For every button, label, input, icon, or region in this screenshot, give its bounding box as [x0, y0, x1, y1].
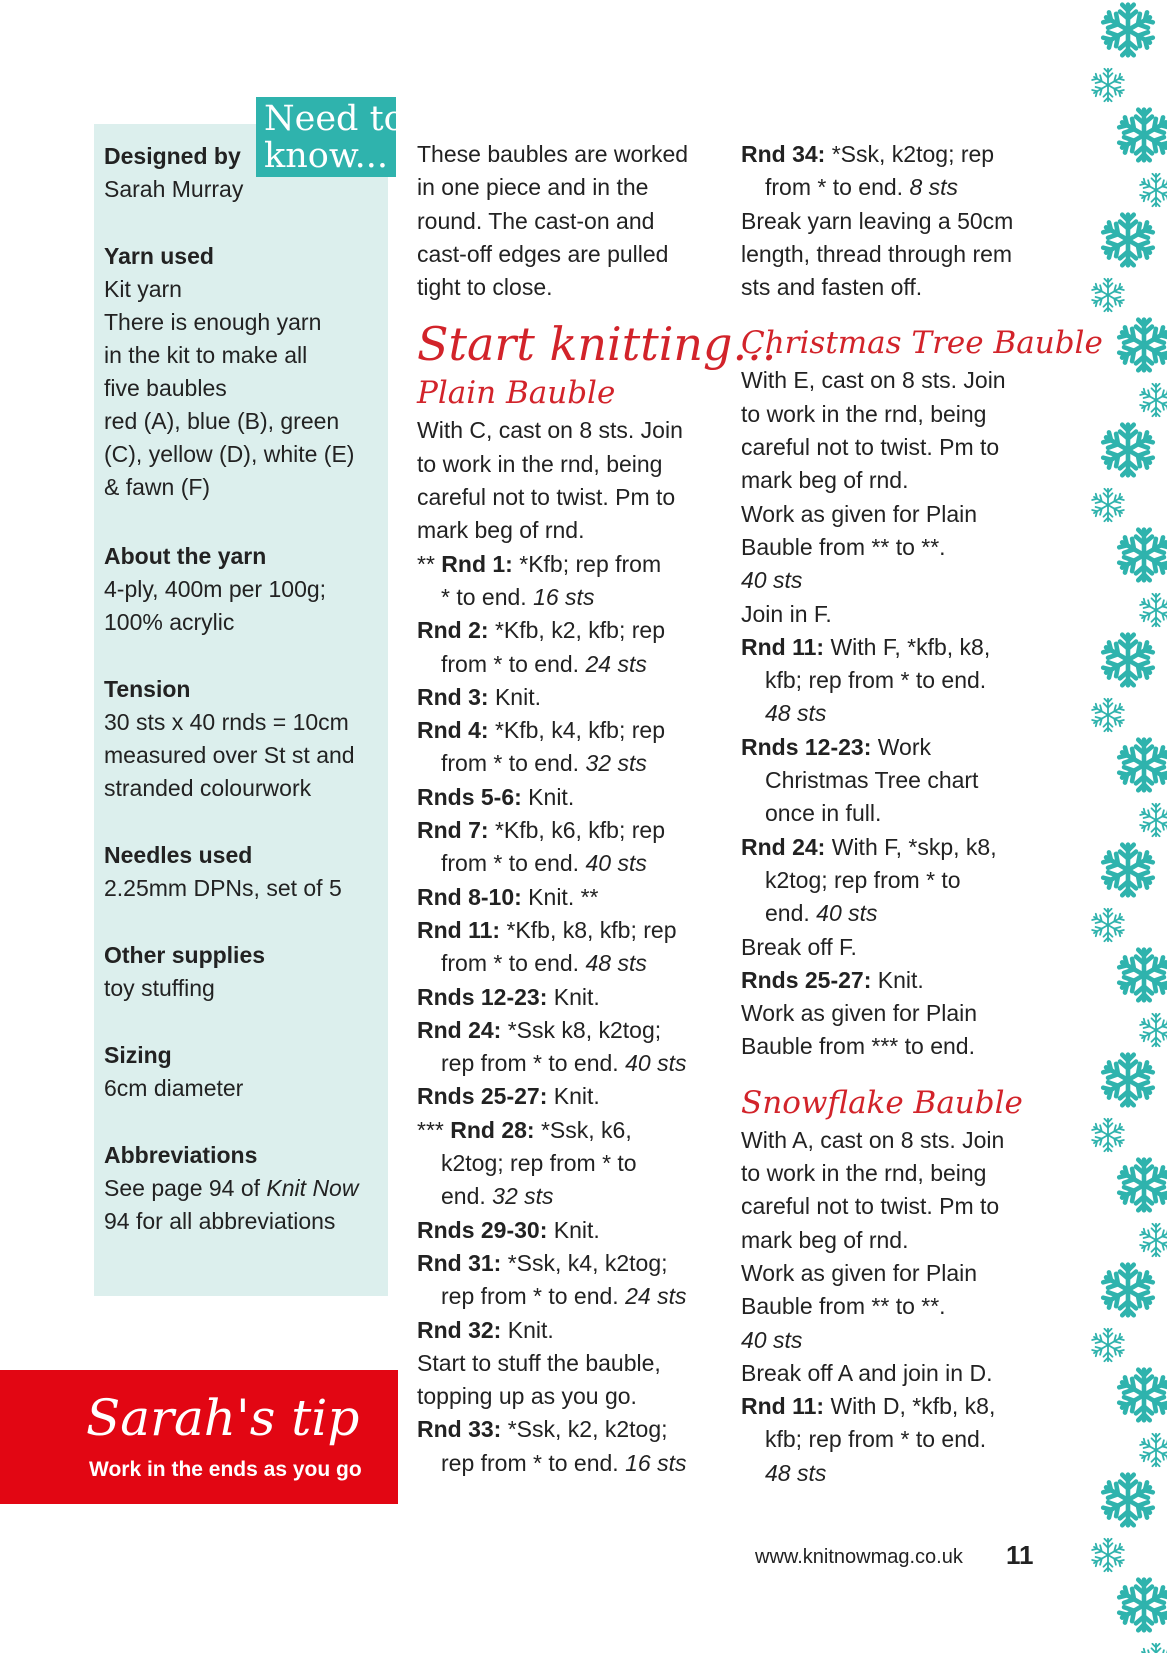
instruction-line	[741, 564, 1041, 597]
line-text: *Ssk k8, k2tog;	[501, 1016, 662, 1043]
instruction-line	[741, 1357, 1041, 1390]
instruction-line	[741, 1324, 1041, 1357]
designed-by-section	[104, 140, 243, 206]
line-text: Knit.	[547, 1083, 600, 1110]
snowflake-icon	[1092, 69, 1125, 101]
section-line: toy stuffing	[104, 975, 215, 1001]
plain-bauble-finish	[741, 138, 1041, 304]
line-text: Knit.	[488, 683, 541, 710]
section-line: 94 for all abbreviations	[104, 1208, 336, 1234]
line-text: length, thread through rem	[741, 240, 1013, 267]
instruction-line	[417, 1014, 717, 1047]
instruction-line	[741, 531, 1041, 564]
line-text: Knit.	[547, 983, 600, 1010]
snowflake-icon	[1092, 1119, 1125, 1151]
line-text: to work in the rnd, being	[741, 400, 987, 427]
round-label: Rnd 1:	[441, 550, 513, 577]
line-text: Start to stuff the bauble,	[417, 1349, 661, 1376]
instruction-line	[741, 1124, 1041, 1157]
line-text: *Kfb, k2, kfb; rep	[488, 617, 665, 644]
plain-bauble-heading: Plain Bauble	[417, 375, 616, 412]
section-line: Kit yarn	[104, 276, 182, 302]
instruction-line	[741, 1157, 1041, 1190]
snowflake-icon	[1102, 845, 1154, 896]
instruction-line	[741, 1030, 1041, 1063]
section-heading: Designed by	[104, 143, 241, 169]
stitch-count: 16 sts	[625, 1449, 687, 1476]
pattern-column-2	[741, 138, 1103, 1490]
snowflake-border	[1086, 0, 1167, 1653]
line-text: from * to end.	[441, 750, 586, 777]
instruction-line	[417, 414, 717, 447]
line-text: topping up as you go.	[417, 1383, 637, 1410]
instruction-line	[741, 1290, 1041, 1323]
instruction-line	[417, 781, 717, 814]
instruction-line	[417, 1247, 717, 1280]
instruction-line	[741, 1257, 1041, 1290]
line-text: *Kfb; rep from	[512, 550, 662, 577]
line-text: Join in F.	[741, 600, 832, 627]
snowflake-icon	[1140, 1014, 1167, 1046]
instruction-line	[417, 1214, 717, 1247]
line-text: Work as given for Plain	[741, 1259, 978, 1286]
abbrev-text: See page 94 of	[104, 1175, 261, 1201]
snowflake-icon	[1102, 635, 1154, 686]
instruction-line	[417, 1347, 717, 1380]
line-text: Bauble from ** to **.	[741, 533, 946, 560]
stitch-count: 24 sts	[625, 1283, 687, 1310]
snowflake-icon	[1118, 110, 1167, 161]
snowflake-icon	[1118, 320, 1167, 371]
instruction-line	[741, 431, 1041, 464]
line-text: to work in the rnd, being	[417, 450, 663, 477]
stitch-count: 40 sts	[585, 850, 647, 877]
instruction-line	[741, 598, 1041, 631]
need-to-know-tag	[256, 97, 405, 177]
instruction-line	[741, 764, 1041, 797]
round-label: Rnds 29-30:	[417, 1216, 548, 1243]
instruction-line	[417, 1314, 717, 1347]
instruction-line	[741, 797, 1041, 830]
line-text: Break off A and join in D.	[741, 1359, 993, 1386]
instruction-line	[741, 138, 1041, 171]
tip-title: Sarah's tip	[86, 1389, 360, 1447]
stitch-count: 32 sts	[492, 1183, 554, 1210]
section-line: stranded colourwork	[104, 775, 312, 801]
round-label: Rnd 3:	[417, 683, 489, 710]
section-heading: Sizing	[104, 1042, 172, 1068]
stitch-count: 32 sts	[585, 750, 647, 777]
instruction-line	[417, 481, 717, 514]
instruction-line	[741, 997, 1041, 1030]
round-label: Rnds 25-27:	[741, 966, 872, 993]
need-tag-line-1: Need to	[264, 99, 405, 139]
instruction-line	[417, 1180, 717, 1213]
line-text: With D, *kfb, k8,	[824, 1393, 996, 1420]
line-text: careful not to twist. Pm to	[741, 1193, 1000, 1220]
line-text: Knit.	[521, 783, 575, 810]
line-text: Knit.	[501, 1316, 554, 1343]
line-text: from * to end.	[441, 850, 586, 877]
instruction-line	[417, 614, 717, 647]
instruction-line	[741, 364, 1041, 397]
section-line: measured over St st and	[104, 742, 355, 768]
tension-section	[104, 673, 355, 805]
stitch-count: 16 sts	[533, 583, 595, 610]
other-supplies-section	[104, 939, 265, 1005]
instruction-line	[741, 1457, 1041, 1490]
round-label: Rnd 31:	[417, 1249, 502, 1276]
line-text: Work as given for Plain	[741, 1000, 978, 1027]
section-line: 2.25mm DPNs, set of 5	[104, 875, 342, 901]
round-label: Rnd 11:	[417, 916, 501, 943]
intro-line: cast-off edges are pulled	[417, 240, 669, 267]
snowflake-icon	[1118, 530, 1167, 581]
instruction-line	[741, 931, 1041, 964]
page-number: 11	[1006, 1540, 1034, 1570]
instruction-line	[417, 1114, 717, 1147]
snowflake-icon	[1118, 740, 1167, 791]
line-text: from * to end.	[441, 650, 586, 677]
round-label: Rnd 11:	[741, 633, 825, 660]
pattern-column-1	[417, 138, 777, 1480]
instruction-line	[417, 448, 717, 481]
section-line: red (A), blue (B), green	[104, 408, 340, 434]
section-line: in the kit to make all	[104, 342, 308, 368]
line-text: from * to end.	[765, 174, 910, 201]
snowflake-icon	[1140, 804, 1167, 836]
line-text: *Ssk, k2, k2tog;	[501, 1416, 668, 1443]
line-text: * to end.	[441, 583, 534, 610]
stitch-count: 48 sts	[765, 1459, 827, 1486]
line-text: Knit.	[871, 966, 924, 993]
line-text: *Ssk, k2tog; rep	[825, 141, 995, 167]
line-text: With C, cast on 8 sts. Join	[417, 417, 683, 444]
instruction-line	[417, 648, 717, 681]
line-text: kfb; rep from * to end.	[765, 667, 987, 694]
round-label: Rnds 25-27:	[417, 1083, 548, 1110]
about-yarn-section	[104, 540, 326, 639]
round-label: Rnd 24:	[417, 1016, 502, 1043]
instruction-line	[741, 238, 1041, 271]
section-line: 4-ply, 400m per 100g;	[104, 576, 327, 602]
intro-line: These baubles are worked	[417, 141, 689, 167]
section-line: Sarah Murray	[104, 176, 244, 202]
line-prefix: **	[417, 550, 442, 577]
stitch-count: 8 sts	[909, 174, 959, 201]
section-line: 6cm diameter	[104, 1075, 244, 1101]
line-text: mark beg of rnd.	[417, 517, 585, 544]
yarn-used-section	[104, 240, 354, 504]
section-line: 100% acrylic	[104, 609, 235, 635]
stitch-count: 48 sts	[765, 700, 827, 727]
instruction-line	[741, 631, 1041, 664]
round-label: Rnd 33:	[417, 1416, 502, 1443]
instruction-line	[417, 681, 717, 714]
christmas-tree-instructions	[741, 364, 1041, 1063]
instruction-line	[417, 847, 717, 880]
magazine-name: Knit Now	[266, 1175, 359, 1201]
snowflake-icon	[1102, 215, 1154, 266]
line-text: *Kfb, k8, kfb; rep	[500, 916, 677, 943]
line-text: Break yarn leaving a 50cm	[741, 207, 1014, 234]
snowflake-icon	[1092, 1329, 1125, 1361]
line-text: rep from * to end.	[441, 1283, 626, 1310]
instruction-line	[741, 1224, 1041, 1257]
section-line: There is enough yarn	[104, 309, 322, 335]
section-heading: Yarn used	[104, 243, 214, 269]
snowflake-icon	[1140, 174, 1167, 206]
line-text: Knit.	[547, 1216, 600, 1243]
instruction-line	[741, 1190, 1041, 1223]
instruction-line	[417, 814, 717, 847]
tip-text: Work in the ends as you go	[89, 1458, 362, 1481]
snowflake-icon	[1102, 1475, 1154, 1526]
line-text: Bauble from *** to end.	[741, 1033, 975, 1060]
need-tag-line-2: know...	[264, 136, 389, 176]
line-prefix: ***	[417, 1116, 451, 1143]
section-line	[104, 1172, 358, 1205]
line-text: k2tog; rep from * to	[765, 866, 961, 893]
section-heading: About the yarn	[104, 543, 267, 569]
snowflake-icon	[1092, 489, 1125, 521]
snowflake-icon	[1118, 1370, 1167, 1421]
tip-box	[0, 1370, 398, 1504]
line-text: *Ssk, k4, k2tog;	[501, 1249, 668, 1276]
instruction-line	[741, 464, 1041, 497]
round-label: Rnds 5-6:	[417, 783, 522, 810]
section-heading: Needles used	[104, 842, 253, 868]
snowflake-icon	[1102, 1055, 1154, 1106]
instruction-line	[417, 514, 717, 547]
section-line: (C), yellow (D), white (E)	[104, 441, 355, 467]
instruction-line	[741, 831, 1041, 864]
round-label: Rnd 34:	[741, 141, 826, 167]
section-line: & fawn (F)	[104, 474, 211, 500]
snowflake-icon	[1140, 1224, 1167, 1256]
snowflake-icon	[1140, 1644, 1167, 1653]
instruction-line	[417, 1280, 717, 1313]
snowflake-icon	[1102, 1265, 1154, 1316]
instruction-line	[741, 897, 1041, 930]
line-text: rep from * to end.	[441, 1050, 626, 1077]
snowflake-icon	[1092, 909, 1125, 941]
instruction-line	[741, 697, 1041, 730]
instruction-line	[417, 1147, 717, 1180]
line-text: to work in the rnd, being	[741, 1160, 987, 1187]
intro-paragraph	[417, 138, 717, 304]
line-text: Bauble from ** to **.	[741, 1293, 946, 1320]
instruction-line	[417, 914, 717, 947]
instruction-line	[417, 1447, 717, 1480]
round-label: Rnds 12-23:	[417, 983, 548, 1010]
line-text: mark beg of rnd.	[741, 467, 909, 494]
line-text: careful not to twist. Pm to	[417, 484, 676, 511]
line-text: end.	[441, 1183, 493, 1210]
stitch-count: 40 sts	[625, 1050, 687, 1077]
section-heading: Other supplies	[104, 942, 266, 968]
stitch-count: 40 sts	[741, 1326, 803, 1353]
line-text: from * to end.	[441, 950, 586, 977]
line-text: With F, *kfb, k8,	[824, 633, 991, 660]
snowflake-icon	[1092, 699, 1125, 731]
instruction-line	[741, 398, 1041, 431]
line-text: Work	[871, 733, 932, 760]
line-text: rep from * to end.	[441, 1449, 626, 1476]
round-label: Rnd 11:	[741, 1393, 825, 1420]
line-text: *Kfb, k4, kfb; rep	[488, 717, 665, 744]
line-text: Work as given for Plain	[741, 500, 978, 527]
section-line: 30 sts x 40 rnds = 10cm	[104, 709, 349, 735]
line-text: With E, cast on 8 sts. Join	[741, 367, 1006, 394]
instruction-line	[741, 271, 1041, 304]
line-text: careful not to twist. Pm to	[741, 434, 1000, 461]
section-line: five baubles	[104, 375, 227, 401]
line-text: once in full.	[765, 800, 882, 827]
instruction-line	[741, 1423, 1041, 1456]
plain-bauble-instructions	[417, 414, 717, 1480]
snowflake-icon	[1102, 5, 1154, 56]
section-heading: Tension	[104, 676, 191, 702]
line-text: Knit. **	[521, 883, 599, 910]
line-text: end.	[765, 900, 817, 927]
snowflake-icon	[1118, 950, 1167, 1001]
line-text: Break off F.	[741, 933, 857, 960]
instruction-line	[417, 581, 717, 614]
christmas-tree-heading: Christmas Tree Bauble	[741, 325, 1103, 362]
snowflake-icon	[1092, 1539, 1125, 1571]
instruction-line	[417, 1047, 717, 1080]
line-text: With F, *skp, k8,	[825, 833, 997, 860]
line-text: k2tog; rep from * to	[441, 1150, 637, 1177]
abbreviations-section	[104, 1139, 358, 1238]
instruction-line	[741, 1390, 1041, 1423]
snowflake-icon	[1118, 1580, 1167, 1631]
snowflake-icon	[1102, 425, 1154, 476]
instruction-line	[417, 1380, 717, 1413]
instruction-line	[741, 171, 1041, 204]
instruction-line	[417, 1080, 717, 1113]
snowflake-icon	[1092, 279, 1125, 311]
round-label: Rnd 4:	[417, 717, 489, 744]
instruction-line	[741, 205, 1041, 238]
stitch-count: 48 sts	[585, 950, 647, 977]
intro-line: in one piece and in the	[417, 174, 649, 201]
line-text: With A, cast on 8 sts. Join	[741, 1126, 1005, 1153]
line-text: *Kfb, k6, kfb; rep	[488, 817, 665, 844]
stitch-count: 24 sts	[585, 650, 647, 677]
footer-url: www.knitnowmag.co.uk	[755, 1546, 963, 1568]
instruction-line	[417, 548, 717, 581]
instruction-line	[741, 964, 1041, 997]
instruction-line	[417, 714, 717, 747]
instruction-line	[417, 947, 717, 980]
instruction-line	[741, 731, 1041, 764]
line-text: *Ssk, k6,	[534, 1116, 632, 1143]
start-knitting-heading: Start knitting...	[417, 317, 777, 372]
line-text: Christmas Tree chart	[765, 767, 979, 794]
instruction-line	[741, 498, 1041, 531]
snowflake-heading: Snowflake Bauble	[741, 1084, 1023, 1121]
snowflake-icon	[1118, 1160, 1167, 1211]
sizing-section	[104, 1039, 243, 1105]
instruction-line	[741, 864, 1041, 897]
intro-line: round. The cast-on and	[417, 207, 655, 234]
round-label: Rnd 2:	[417, 617, 489, 644]
instruction-line	[741, 664, 1041, 697]
line-text: mark beg of rnd.	[741, 1226, 909, 1253]
snowflake-instructions	[741, 1124, 1041, 1490]
line-text: sts and fasten off.	[741, 274, 923, 301]
snowflake-icon	[1140, 384, 1167, 416]
line-text: kfb; rep from * to end.	[765, 1426, 987, 1453]
instruction-line	[417, 1413, 717, 1446]
round-label: Rnd 28:	[450, 1116, 535, 1143]
instruction-line	[417, 881, 717, 914]
snowflake-icon	[1140, 1434, 1167, 1466]
round-label: Rnd 32:	[417, 1316, 502, 1343]
snowflake-icon	[1140, 594, 1167, 626]
round-label: Rnd 8-10:	[417, 883, 522, 910]
round-label: Rnd 24:	[741, 833, 826, 860]
needles-section	[104, 839, 342, 905]
instruction-line	[417, 981, 717, 1014]
round-label: Rnds 12-23:	[741, 733, 872, 760]
section-heading: Abbreviations	[104, 1142, 258, 1168]
intro-line: tight to close.	[417, 274, 553, 301]
stitch-count: 40 sts	[741, 567, 803, 594]
instruction-line	[417, 747, 717, 780]
stitch-count: 40 sts	[816, 900, 878, 927]
round-label: Rnd 7:	[417, 817, 489, 844]
